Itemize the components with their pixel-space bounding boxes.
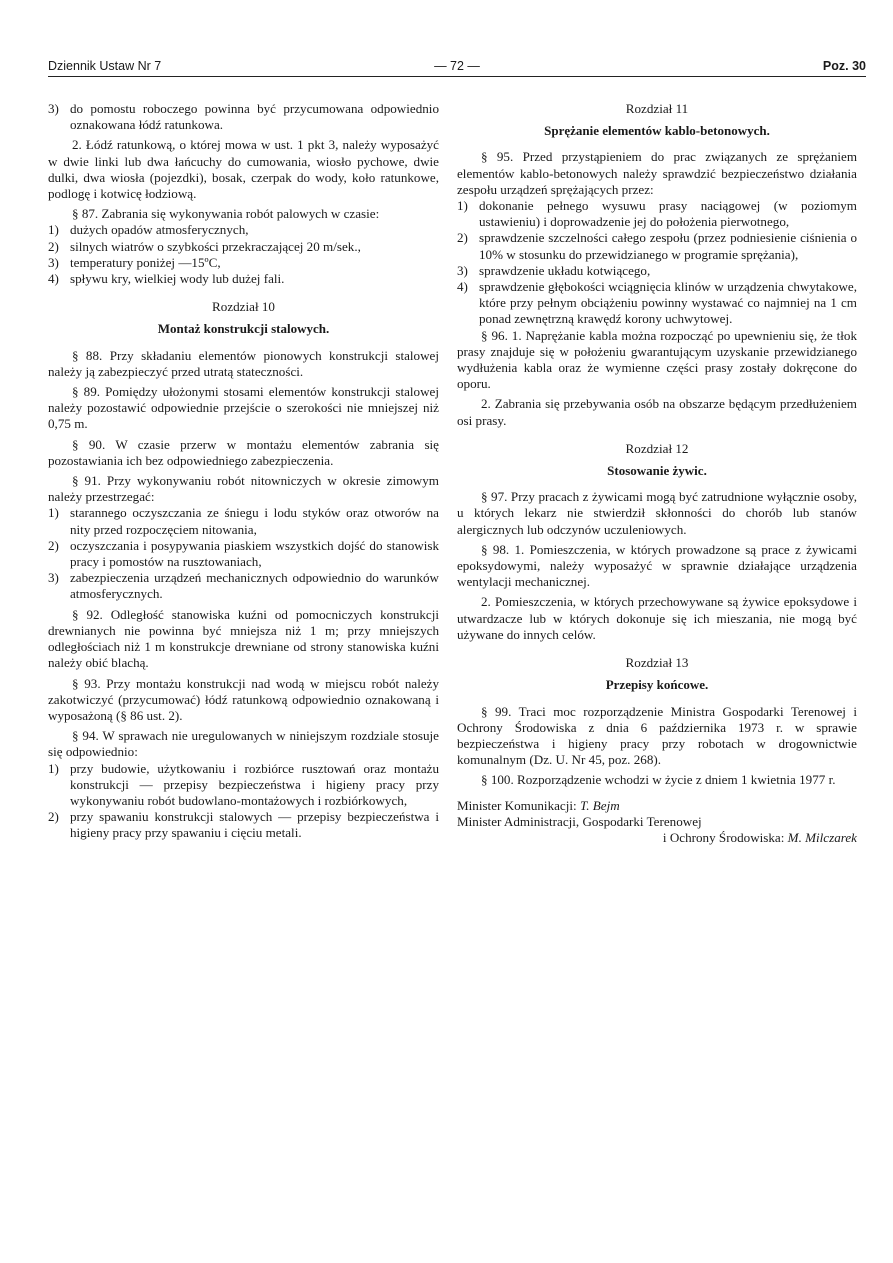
left-column — [48, 101, 439, 842]
paragraph-97: § 97. Przy pracach z żywicami mogą być zatrudnione wyłącznie osoby, u których lekarz nie stwierdził skłonności do chorób lub stanów alergicznych lub odczynów uczuleniowych. — [457, 489, 857, 537]
right-column — [457, 101, 857, 846]
page-number: — 72 — — [434, 59, 480, 73]
chapter-label: Rozdział 12 — [625, 440, 689, 456]
paragraph-88: § 88. Przy składaniu elementów pionowych konstrukcji stalowej należy ją zabezpieczyć przed utratą stateczności. — [48, 347, 439, 379]
list-item: 3) temperatury poniżej —15ºC, — [48, 254, 221, 270]
paragraph-96-1: § 96. 1. Naprężanie kabla można rozpocząć po upewnieniu się, że tłok prasy znajduje się w położeniu gwarantującym uzyskanie przewidzianego wydłużenia kabla oraz że wymienne części prasy zostały dokręcone do oporu. — [457, 327, 857, 392]
page-header — [48, 58, 866, 77]
chapter-label: Rozdział 13 — [625, 655, 689, 671]
signature-block — [457, 798, 857, 847]
chapter-label: Rozdział 11 — [625, 101, 689, 116]
list-item: 2) sprawdzenie szczelności całego zespołu (przez podniesienie ciśnienia o 10% w stosunku do przewidzianego w programie sprężania), — [457, 230, 857, 262]
list-item: 4) spływu kry, wielkiej wody lub dużej fali. — [48, 271, 285, 287]
list-item: 1) dokonanie pełnego wysuwu prasy naciągowej (w poziomym ustawieniu) i doprowadzenie jej do położenia pierwotnego, — [457, 198, 857, 230]
chapter-title: Sprężanie elementów kablo-betonowych. — [544, 123, 770, 139]
signature-line-3: i Ochrony Środowiska: M. Milczarek — [662, 829, 857, 845]
chapter-label: Rozdział 10 — [212, 299, 275, 315]
chapter-title: Montaż konstrukcji stalowych. — [157, 321, 330, 337]
signatory-name: M. Milczarek — [787, 829, 857, 845]
list-item: 3) zabezpieczenia urządzeń mechanicznych odpowiednio do warunków atmosferycznych. — [48, 570, 439, 602]
paragraph-89: § 89. Pomiędzy ułożonymi stosami elementów konstrukcji stalowej należy pozostawić odpowiednie przejście o szerokości nie mniejszej niż 0,75 m. — [48, 384, 439, 432]
chapter-title: Przepisy końcowe. — [605, 677, 709, 693]
paragraph-98-1: § 98. 1. Pomieszczenia, w których prowadzone są prace z żywicami epoksydowymi, należy wyposażyć w sprawnie działające urządzenia wentylacji mechanicznej. — [457, 541, 857, 590]
paragraph-96-2: 2. Zabrania się przebywania osób na obszarze będącym przedłużeniem osi prasy. — [457, 396, 857, 428]
paragraph-93: § 93. Przy montażu konstrukcji nad wodą w miejscu robót należy zakotwiczyć (przycumować) łódź ratunkową odpowiednio oznakowaną i wyposażoną (§ 86 ust. 2). — [48, 675, 439, 723]
paragraph-91: § 91. Przy wykonywaniu robót nitowniczych w okresie zimowym należy przestrzegać: — [48, 473, 439, 505]
signature-line-2: Minister Administracji, Gospodarki Terenowej — [457, 813, 702, 829]
paragraph-98-2: 2. Pomieszczenia, w których przechowywane są żywice epoksydowe i utwardzacze lub w których dokonuje się ich mieszania, nie mogą być używane do innych celów. — [457, 594, 857, 642]
paragraph-92: § 92. Odległość stanowiska kuźni od pomocniczych konstrukcji drewnianych nie powinna być mniejsza niż 1 m; przy mniejszych odległościach niż 1 m konstrukcje drewniane od strony stanowiska kuźni należy obić blachą. — [48, 606, 439, 671]
paragraph-100: § 100. Rozporządzenie wchodzi w życie z dniem 1 kwietnia 1977 r. — [481, 772, 836, 788]
list-item: 3) do pomostu roboczego powinna być przycumowana odpowiednio oznakowana łódź ratunkowa. — [48, 101, 439, 133]
signatory-name: T. Bejm — [579, 797, 620, 813]
paragraph-94: § 94. W sprawach nie uregulowanych w niniejszym rozdziale stosuje się odpowiednio: — [48, 728, 439, 760]
paragraph-99: § 99. Traci moc rozporządzenie Ministra Gospodarki Terenowej i Ochrony Środowiska z dnia 6 października 1973 r. w sprawie bezpieczeństwa i higieny pracy przy robotach w drogownictwie komunalnym (Dz. U. Nr 45, poz. 268). — [457, 703, 857, 768]
chapter-title: Stosowanie żywic. — [607, 463, 707, 479]
paragraph-95: § 95. Przed przystąpieniem do prac związanych ze sprężaniem elementów kablo-betonowych należy sprawdzić bezpieczeństwo działania zespołu urządzeń sprężających przez: — [457, 149, 857, 197]
list-item: 2) silnych wiatrów o szybkości przekraczającej 20 m/sek., — [48, 238, 361, 254]
signature-line-1: Minister Komunikacji: T. Bejm — [457, 797, 620, 813]
list-item: 3) sprawdzenie układu kotwiącego, — [457, 262, 651, 278]
paragraph-90: § 90. W czasie przerw w montażu elementów zabrania się pozostawiania ich bez odpowiedniego zabezpieczenia. — [48, 436, 439, 468]
paragraph-86-2: 2. Łódź ratunkową, o której mowa w ust. 1 pkt 3, należy wyposażyć w dwie linki lub dwa łańcuchy do cumowania, wiosło pychowe, dwie dulki, dwa wiosła (pojezdki), bosak, czerpak do wody, koło ratunkowe, podlogę i kotwicę łodziową. — [48, 137, 439, 202]
list-item: 1) starannego oczyszczania ze śniegu i lodu styków oraz otworów na nity przed rozpoczęciem nitowania, — [48, 505, 439, 537]
journal-title: Dziennik Ustaw Nr 7 — [48, 59, 162, 73]
position-number: Poz. 30 — [822, 59, 866, 73]
list-item: 1) dużych opadów atmosferycznych, — [48, 222, 249, 238]
list-item: 2) przy spawaniu konstrukcji stalowych — przepisy bezpieczeństwa i higieny pracy przy spawaniu i cięciu metali. — [48, 809, 439, 841]
list-item: 1) przy budowie, użytkowaniu i rozbiórce rusztowań oraz montażu konstrukcji — przepisy bezpieczeństwa i higieny pracy przy wykonywaniu robót budowlano-montażowych i rozbiórkowych, — [48, 760, 439, 808]
list-item: 4) sprawdzenie głębokości wciągnięcia klinów w urządzenia chwytakowe, które przy pełnym obciążeniu powinny wystawać co najmniej na 1 cm ponad zewnętrzną krawędź korony uchwytowej. — [457, 279, 857, 327]
list-item: 2) oczyszczania i posypywania piaskiem wszystkich dojść do stanowisk pracy i pomostów na rusztowaniach, — [48, 537, 439, 570]
paragraph-87: § 87. Zabrania się wykonywania robót palowych w czasie: — [72, 206, 380, 222]
